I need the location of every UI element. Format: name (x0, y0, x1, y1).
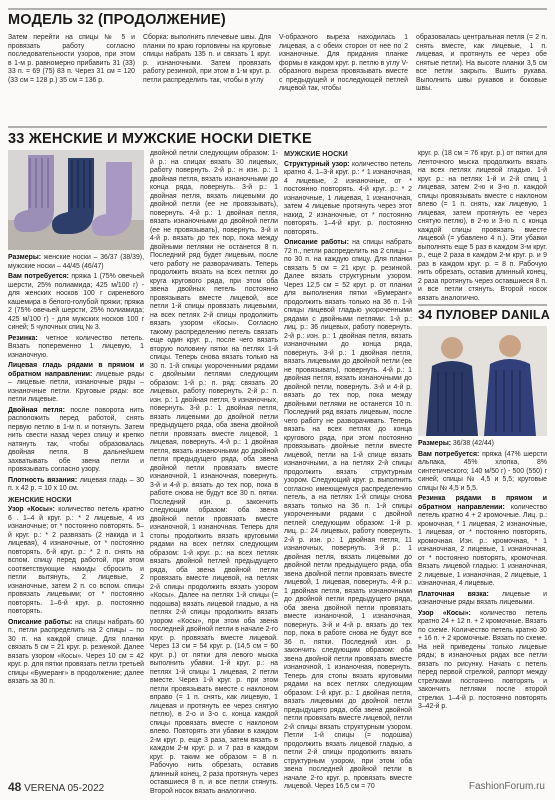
page-number: 48 (8, 780, 22, 794)
label: Плотность вязания: (8, 476, 78, 484)
paragraph: образовалась центральная петля (= 2 п. снять вместе, как лицевые, 1 п. лицевая, и протянуть ее через обе снятые петли). На высоте планки 3,5 см все петли закрыть. Вшить рукава. Выполнить швы рукавов и боковые швы. (416, 34, 547, 92)
text-column-right-top (418, 150, 547, 300)
socks-illustration (8, 150, 144, 250)
issue-number: 05-2022 (67, 783, 105, 794)
label: Описание работы: (284, 239, 349, 246)
socks-photo (8, 150, 144, 250)
text-column (143, 34, 271, 134)
section-title-sweater: 34 ПУЛОВЕР DANILA (418, 308, 550, 322)
section-rule (8, 126, 547, 128)
section-rule (8, 8, 547, 10)
sweater-illustration (418, 326, 547, 436)
garter-text: лицевые и изнаночные ряды вязать лицевыми. (418, 590, 547, 606)
subheading-men-socks: МУЖСКИЕ НОСКИ (284, 149, 348, 158)
men-pattern-text: количество петель кратно 4. 1–3-й круг. р.: * 1 изнаночная, 4 лицевые, 2 изнаночные, от * постоянно повторять. 4-й круг. р.: * 2 изнаночные, 1 лицевая, 1 изнаночная, затем 4 лицевые протянуть через этот накид, 2 изнаночные, от * постоянно повторять. 1–4-й круг. р. постоянно повторять. (284, 160, 413, 236)
sizes-text: женские носки – 36/37 (38/39), мужские носки – 44/45 (46/47) (8, 254, 144, 270)
rib-text: четное количество петель. Вязать попеременно 1 лицевую, 1 изнаночную. (8, 334, 144, 359)
section-rule (418, 304, 547, 306)
double-stitch-text: после поворота нить расположить перед работой, снять первую петлю в 1-м п. и потянуть. Затем нить свести назад через спицу и крепко натянуть так, чтобы образовалась двойная петля. В дальнейшем захватывать обе звена петли и провязывать согласно узору. (8, 406, 144, 473)
materials-text: пряжа 1 (75% овечьей шерсти, 25% полиамида; 425 м/100 г) - для женских носков 100 г сиреневого кашемира в белого-голубой пряжи; пряжа 2 (75% овечьей шерсти, 25% полиамида; 425 м/100 г) - для мужских носков 100 г синей; 5 чулочных спиц № 3. (8, 273, 144, 331)
label: Вам потребуется: (8, 273, 69, 280)
label: Двойная петля: (8, 406, 65, 414)
text-column (8, 34, 135, 134)
label: Структурный узор: (284, 160, 350, 168)
subheading-women-socks: ЖЕНСКИЕ НОСКИ (8, 494, 72, 504)
section-title-socks: 33 ЖЕНСКИЕ И МУЖСКИЕ НОСКИ DIETKE (8, 131, 312, 147)
label: Вам потребуется: (418, 450, 480, 458)
label: Платочная вязка: (418, 590, 489, 598)
sizes-text: 36/38 (42/44) (452, 440, 494, 447)
watermark: FashionForum.ru (468, 781, 545, 792)
paragraph: Затем перейти на спицы № 5 и провязать работу согласно последовательности узоров, при этом в 1-м р. равномерно прибавить 31 (33) 33 п. = 69 (75) 83 п. Через 31 см = 120 (33 см = 128 р.) 35 см = 136 р. (8, 34, 135, 84)
label: Резинка рядами в прямом и обратном направлении: (418, 495, 547, 511)
women-work-text: на спицы набрать 60 п., петли распределить на 2 спицы – по 30 п. на каждой спице. Для планки связать 5 см = 21 круг. р. резинкой. Далее вязать узором «Косы». Через 10 см = 42 круг. р. для пятки провязать петли третьей спицы «Бумеранг» в продолжение; далее вязать за 30 п. (8, 618, 144, 685)
rib-text: количество петель кратно 4 + 2 кромочные. Лиц. р.: кромочная, * 1 лицевая, 2 изнаночные, 1 лицевая, от * постоянно повторять, кромочная. Изн. р.: кромочная, * 1 изнаночная, 2 лицевые, 1 изнаночная, от * постоянно повторять, кромочная. Вязать лицевой гладью: 1 изнаночная, 2 лицевые, 1 изнаночная, 2 лицевые, 1 изнаночная, 4 лицевые. (418, 503, 547, 587)
label: Узор «Косы»: (418, 609, 471, 617)
text-column (416, 34, 547, 134)
page-footer (8, 780, 104, 794)
section-title-model-32: МОДЕЛЬ 32 (ПРОДОЛЖЕНИЕ) (8, 12, 226, 28)
label: Резинка: (8, 334, 38, 342)
women-pattern-text: количество петель кратно 6 . 1–4 й круг. р.: * 2 лицевые, 4 из изнаночные; от * постоянно повторять. 5–й круг. р.: * 2 развязать (2 накида и 1 лицевая), 4 изнаночные, от * постоянно повторять. 6-й круг. р.: * 2 п. снять на вспом. спицу перед работой, при этом соответствующие накиды сбросить и петли вытянуть, 2 лицевые, 2 изнаночные, затем 2 п. со вспом. спицы провязать лицевыми; от * постоянно повторять. 1–6-й круг. р. постоянно повторять. (8, 506, 144, 615)
cable-text: количество петель кратно 24 + 12 п. + 2 кромочные. Вязать по схеме. Количество петель кратно 30 + 16 п. + 2 кромочные. Вязать по схеме. На ней приведены только лицевые ряды; в изнаночных рядах все петли вязать по рисунку. Начать с петель перед первой стрелкой, раппорт между стрелками постоянно повторять и закончить петлями после второй стрелки. 1–4-й р. постоянно повторять 3–42-й р. (418, 609, 548, 710)
label: Описание работы: (8, 618, 73, 626)
label: Узор «Косы»: (8, 506, 55, 513)
text-column-right-middle (284, 149, 413, 790)
paragraph: круг. р. (18 см = 76 круг. р.) от пятки для ленточного мыска продолжить вязать на всех петлях лицевой гладью. 1-й круг. р.: на петлях 1-й и 2-й спиц 1 лицевая, затем 2-ю и 3-ю п. каждой спицы провязывать вместе с наклоном влево (= 1 п. снять, как лицевую, 1 лицевая, затем протянуть ее через снятую петлю), в 2-ю и 3-ю п. с конца каждой спицы провязать вместе лицевой (= убавлено 4 п.). Эти убавки выполнять еще 5 раз в каждом 3-м круг. р., еще 2 раза в каждом 2-м круг. р. и 9 раз в каждом круг. р. = 8 п. Рабочую нить обрезать, оставив длинный конец, 2 раза протянуть через оставшиеся 8 п. и все петли стянуть. Второй носок вязать аналогично. (418, 150, 547, 302)
magazine-name: VERENA (24, 783, 65, 794)
label: Размеры: (418, 440, 451, 447)
text-column-left (8, 254, 144, 784)
stst-text: лицевые ряды – лицевые петли, изнаночные ряды – изнаночные петли. Круговые ряды: все петли лицевые. (8, 370, 144, 403)
gauge-text: лицевая гладь – 30 п. х 42 р. = 10 х 10 см. (8, 476, 144, 492)
paragraph: Сборка: выполнить плечевые швы. Для планки по краю горловины на круговые спицы набрать 135 п. и связать 1 круг. р. изнаночными. Затем провязать работу резинкой, при этом в 1-м круг. р. петли распределить так, чтобы в углу (143, 34, 271, 84)
text-column-middle (150, 150, 278, 795)
sweater-photo (418, 326, 547, 436)
text-column (279, 34, 408, 134)
materials-text: пряжа (47% шерсти альпака, 45% хлопка, 8% синтетического; 140 м/50 г) - 500 (550) г синей; спицы № 4,5 и 5,5; круговые спицы № 4,5 и 5,5. (418, 450, 547, 492)
paragraph: двойной петли следующим образом: 1-й р.: на спицах вязать 30 лицевых, работу повернуть. 2-й р.: н изн. р.: 1 двойная петля, вязать изнаночными до конца ряда, повернуть. 3-й р.: 1 двойная петля, вязать лицевыми до двойной петли (ее не провязывать), повернуть. 4-й р.: 1 двойная петля, вязать изнаночными до двойной петли (ее не провязывать), повернуть. 3-й и 4-й р. вязать до тех пор, пока между двойными петлями не останется 8 п. Последний ряд будет лицевым, после чего работу не разворачивать. Теперь продолжить вязать на всех петлях до круга кругового ряда, при этом оба звена двойных петель постоянно провязывать вместе лицевой, все петли 1-й спицы провязать лицевыми, на всех петлях 2-й спицы продолжить вязать узором «Косы». Согласно такому распределению петель связать еще один круг. р., после чего вязать вторую половину пятки на петлях 1-й спицы. Теперь снова вязать только на 30 п. 1-й спицы укороченными рядами с двойными петлями следующим образом: 1-й р.: п. ряд: связать 20 лицевых, работу повернуть. 2-й р.: п. изн. р.: 1 двойная петля, 9 изнаночных, повернуть. 3-й р.: 1 двойная петля, вязать лицевыми до двойной петли предыдущего ряда, оба звена двойной петли провязать вместе лицевой, 1 лицевая, повернуть. 4-й р.: 1 двойная петля, вязать изнаночными до двойной петли предыдущего ряда, оба звена двойной петли провязать вместе изнаночной, 1 изнаночная, повернуть. 3-й и 4-й р. вязать до тех пор, пока в работе снова не будут все 30 п. пятки. Последний изн. р. закончить следующим образом: оба звена двойной петли провязать вместе изнаночной, 1 изнаночная. Теперь для стопы продолжить вязать круговыми рядами на всех петлях следующим образом: 1-й круг. р.: на всех петлях вязать двойной петлей предыдущего ряда, оба звена двойной петли провязать вместе лицевой, на петлях 2-й спицы продолжить вязать узором «Косы». Далее на петлях 1-й спицы (= подошва) вязать лицевой гладью, а на петлях 2-й спицы продолжить вязать узором «Косы», при этом оба звена последней двойной петли в начале 2-го круг. р. провязать вместе лицевой. Через 13 см = 54 круг. р. (14,5 см = 60 круг. р.) от пятки для левого мыска выполнить убавки. 1-й круг. р.: на петлях 1-й спицы 1 лицевая, 2 петли вместе. Через 1-й круг. р. при этом петли провязывать вместе с наклоном вправо (= 1 п. снять, как лицевую, 1 лицевая и протянуть ее через снятую петлю), в 2-о и 3-о с. конца каждой спицы провязать вместе с наклоном влево. Повторять эти убавки в каждом 2-м круг. р. еще 3 раза, затем вязать в каждом 2-м круг. р. и 7 раз в каждом круг. р. таким же образом = 8 п. Рабочую нить обрезать, оставив длинный конец, 2 раза протянуть через оставшиеся 8 п. и все петли стянуть. Второй носок вязать аналогично. (150, 150, 278, 795)
men-work-text: на спицы набрать 72 п., петли распределить на 2 спицы – по 30 п. на каждую спицу. Для планки связать 5 см = 21 круг. р. резинкой. Далее вязать структурным узором. Через 12,5 см = 52 круг. р. от планки для выполнения пятки «Бумеранг» продолжить вязать только на 36 п. 1-й спицы лицевой гладью укороченными рядами с двойными петлями: 1-й р.: лиц. р.: 36 лицевых, работу повернуть. 2-й р.: изн. р.: 1 двойная петля, вязать изнаночными до конца ряда, повернуть. 3-й р.: 1 двойная петля, вязать лицевыми до двойной петли (ее не провязывать), повернуть. 4-й р.: 1 двойная петля, вязать изнаночными до двойной петли, повернуть. 3-й и 4-й р. вязать до тех пор, пока между двойными петлями не останется 10 п. Последний ряд вязать лицевым, после чего работу не разворачивать. Теперь вязать на всех петлях до конца кругового ряда, при этом постоянно провязывать двойные петли вместе лицевой, петли на 1-й спице вязать изнаночными, а на петлях 2-й спицы продолжить вязать структурным узором. Следующий круг. р. выполнить согласно имеющемуся распределению петель, а на петлях 1-й спицы снова вязать только на 36 п. 1-й спицы укороченными рядами с двойной петлей следующим образом: 1-й р. лиц. р.: 24 лицевых, работу повернуть. 2-й р. изн. р.: 1 двойная петля, 11 изнаночных, повернуть. 3-й р.: 1 двойная петля, вязать лицевыми до двойной петли предыдущего ряда, оба звена двойной петли провязать вместе лицевой, 1 лицевая, повернуть. 4-й р.: 1 двойная петля, вязать изнаночными до двойной петли предыдущего ряда, оба звена двойной петли провязать вместе изнаночной, 1 изнаночная, повернуть. 3-й и 4-й р. вязать до тех пор, пока в работе снова не будут все 36 п. пятки. Последний изн. р. закончить следующим образом: оба звена двойной петли провязать вместе изнаночной, 1 изнаночная, повернуть. Теперь для стопы вязать круговыми рядами на всех петлях следующим образом: 1-й круг. р.: 1 двойная петля, вязать лицевыми до двойной петли предыдущего ряда, оба звена двойной петли провязать вместе лицевой, петли 2-й спицы вязать структурным узором. Петли 1-й спицы (= подошва) продолжить вязать лицевой гладью, а петли 2-й спицы продолжить вязать структурным узором, при этом оба звена последней двойной петли в начале 2-го круг. р. провязать вместе лицевой. Через 16,5 см = 70 (284, 239, 413, 790)
label: Лицевая гладь рядами в прямом и обратном направлении: (8, 362, 144, 378)
text-column-right-bottom (418, 440, 547, 785)
paragraph: V-образного выреза находилась 1 лицевая, а с обеих сторон от нее по 2 изнаночные. Для придания планке формы в каждом круг. р. петлю в углу V-образного выреза провязывать вместе с предыдущей и последующей петлей лицевой так, чтобы (279, 34, 408, 92)
label: Размеры: (8, 254, 41, 261)
